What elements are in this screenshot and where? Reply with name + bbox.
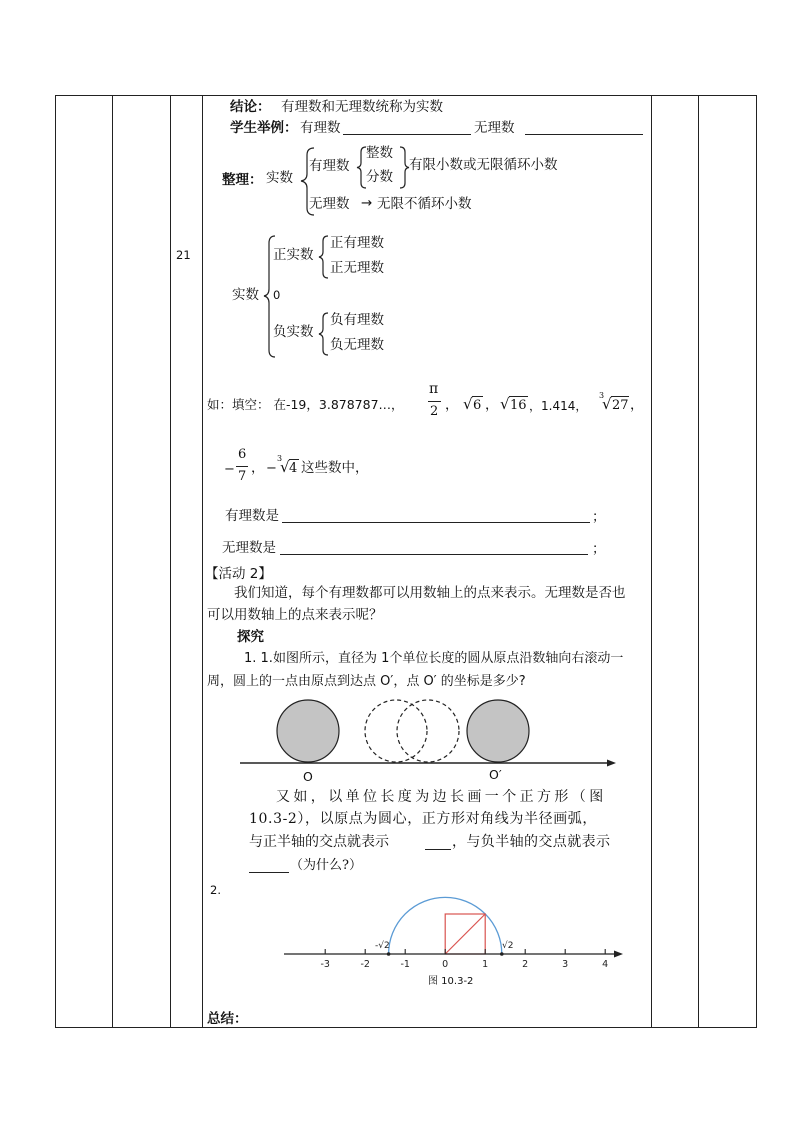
pos-sqrt2-point: [500, 952, 504, 956]
neg-sqrt2-label: -√2: [375, 941, 390, 951]
neg-sqrt2-point: [387, 952, 391, 956]
organize-finite-decimal: 有限小数或无限循环小数: [409, 157, 558, 173]
fraction-numerator: 6: [238, 447, 247, 462]
fraction-bar: [236, 466, 248, 467]
class-real: 实数: [232, 287, 259, 303]
class-positive-real: 正实数: [273, 247, 314, 263]
activity-intro-2: 可以用数轴上的点来表示呢？: [207, 607, 383, 623]
rolling-circle-ghost: [365, 700, 427, 762]
answer-blank[interactable]: [249, 872, 289, 873]
answer-blank[interactable]: [343, 134, 471, 135]
question-1-line-2: 周，圆上的一点由原点到达点 O′，点 O′ 的坐标是多少?: [207, 674, 526, 689]
pos-sqrt2-label: √2: [502, 941, 514, 951]
activity-title: 【活动 2】: [205, 566, 272, 582]
fraction-denominator: 7: [238, 469, 247, 484]
answer-blank[interactable]: [280, 554, 588, 555]
radical-icon: √: [602, 395, 612, 413]
end-circle: [467, 700, 529, 762]
column-divider: [651, 95, 652, 1028]
column-divider: [202, 95, 203, 1028]
arrow-icon: →: [361, 195, 373, 211]
exercise-tail: 这些数中，: [301, 460, 369, 476]
answer-blank[interactable]: [425, 849, 451, 850]
semicolon: ；: [592, 541, 606, 557]
start-circle: [277, 700, 339, 762]
question-2-line-2: 10.3-2），以原点为圆心，正方形对角线为半径画弧，: [249, 811, 598, 827]
answer-blank[interactable]: [525, 134, 643, 135]
comma: ，: [630, 397, 644, 413]
semicolon: ；: [592, 509, 606, 525]
irrational-is-label: 无理数是: [222, 540, 276, 556]
answer-blank[interactable]: [282, 522, 590, 523]
radical-bar: [472, 396, 483, 397]
brace-icon: [318, 311, 330, 357]
comma: ，: [251, 460, 265, 476]
radical-icon: √: [500, 395, 510, 413]
tick-label: -3: [320, 959, 330, 970]
tick-label: 3: [562, 959, 569, 970]
organize-integer: 整数: [366, 145, 393, 161]
row-number: 21: [176, 248, 191, 262]
pi-denominator: 2: [430, 404, 439, 419]
organize-real: 实数: [266, 170, 293, 186]
axis-arrow-icon: [614, 951, 623, 958]
number-1414: ，1.414，: [529, 399, 588, 413]
tick-label: 0: [442, 959, 449, 970]
cube-index: 3: [277, 454, 283, 463]
question-2-line-3b: ，与负半轴的交点就表示: [452, 834, 611, 850]
conclusion-text: 有理数和无理数统称为实数: [281, 99, 443, 115]
fraction-bar: [428, 401, 441, 402]
class-positive-irrational: 正无理数: [330, 260, 384, 276]
tick-label: -2: [360, 959, 370, 970]
organize-fraction: 分数: [366, 169, 393, 185]
tick-label: -1: [400, 959, 410, 970]
summary-label: 总结：: [207, 1011, 248, 1027]
label-o-prime: O′: [489, 767, 502, 782]
question-2-number: 2.: [210, 883, 221, 897]
figure-caption: 图 10.3-2: [428, 976, 474, 987]
radical-bar: [509, 396, 528, 397]
exercise-prompt: 如：填空： 在-19，3.878787…，: [207, 397, 404, 412]
minus-sign: −: [224, 462, 235, 477]
conclusion-label: 结论：: [230, 99, 271, 115]
organize-nonrepeating: 无限不循环小数: [377, 196, 472, 212]
class-positive-rational: 正有理数: [330, 235, 384, 251]
axis-arrow-icon: [607, 760, 616, 767]
question-1-line-1: 1. 1.如图所示，直径为 1个单位长度的圆从原点沿数轴向右滚动一: [244, 651, 624, 666]
comma: ，: [485, 397, 499, 413]
explore-heading: 探究: [237, 629, 264, 645]
tick-label: 1: [482, 959, 489, 970]
sqrt6-radicand: 6: [473, 398, 482, 413]
organize-irrational: 无理数: [309, 196, 350, 212]
column-divider: [698, 95, 699, 1028]
organize-rational: 有理数: [309, 158, 350, 174]
rolling-circle-figure: [232, 695, 622, 787]
radical-bar: [289, 459, 299, 460]
student-example-irrational: 无理数: [474, 120, 515, 136]
comma: ，: [445, 397, 459, 413]
radical-bar: [611, 396, 629, 397]
question-2-line-4: （为什么?）: [290, 858, 362, 873]
column-divider: [112, 95, 113, 1028]
tick-label: 4: [602, 959, 609, 970]
rolling-circle-ghost: [397, 700, 459, 762]
tick-label: 2: [522, 959, 529, 970]
student-example-rational: 有理数: [300, 120, 341, 136]
sqrt2-number-line-figure: [280, 888, 630, 976]
cuberoot4-radicand: 4: [289, 461, 298, 476]
class-negative-irrational: 负无理数: [330, 337, 384, 353]
axis-tick-labels: [320, 959, 608, 970]
student-example-label: 学生举例：: [230, 120, 298, 136]
question-2-line-1: 又如，以单位长度为边长画一个正方形（图: [276, 789, 607, 805]
column-divider: [170, 95, 171, 1028]
question-2-line-3a: 与正半轴的交点就表示: [249, 834, 389, 850]
class-zero: 0: [273, 288, 281, 302]
square-diagonal: [445, 914, 485, 954]
cuberoot27-radicand: 27: [612, 398, 629, 413]
pi-numerator: π: [429, 381, 439, 397]
class-negative-real: 负实数: [273, 324, 314, 340]
class-negative-rational: 负有理数: [330, 312, 384, 328]
radical-icon: √: [463, 395, 473, 413]
cube-index: 3: [599, 391, 605, 400]
activity-intro-1: 我们知道，每个有理数都可以用数轴上的点来表示。无理数是否也: [234, 585, 626, 601]
sqrt16-radicand: 16: [510, 398, 527, 413]
organize-label: 整理：: [222, 172, 263, 188]
minus-sign: −: [266, 461, 277, 476]
label-o: O: [303, 769, 313, 784]
rational-is-label: 有理数是: [225, 508, 279, 524]
radical-icon: √: [280, 458, 290, 476]
brace-icon: [318, 234, 330, 280]
